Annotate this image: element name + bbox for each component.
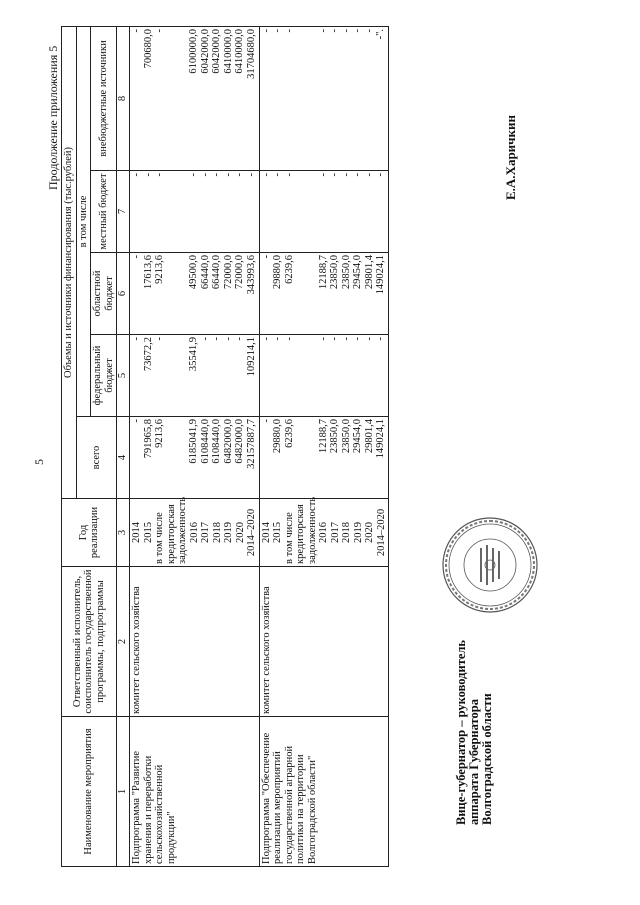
value-cell: -: [329, 28, 340, 33]
value-cell: 31704680,0: [245, 28, 257, 79]
value-cell: 6108440,0: [199, 419, 211, 464]
extrabudget-values: [130, 26, 260, 170]
local-values: [130, 171, 260, 253]
value-cell: 29801,4: [363, 255, 375, 290]
value-cell: 23850,0: [340, 419, 352, 454]
value-cell: -: [363, 337, 375, 341]
year-cell: 2014–2020: [246, 508, 257, 557]
value-cell: -: [131, 28, 142, 33]
financing-table: [61, 26, 389, 867]
seal-stamp: [440, 515, 540, 615]
value-cell: -: [260, 173, 272, 177]
value-cell: -: [234, 173, 245, 177]
value-cell: 29880,0: [272, 419, 283, 454]
value-cell: -: [363, 28, 375, 33]
value-cell: 6042000,0: [211, 28, 222, 74]
column-number: 5: [117, 335, 130, 417]
value-cell: 791965,8: [142, 419, 154, 459]
value-cell: -: [329, 173, 340, 177]
header-extrabudget: внебюджетные источники: [91, 26, 117, 170]
header-regional: областной бюджет: [91, 253, 117, 335]
value-cell: -: [340, 28, 352, 33]
total-values: [259, 417, 389, 499]
value-cell: -: [317, 28, 329, 33]
value-cell: 17613,6: [142, 255, 154, 290]
year-cell: 2014: [260, 522, 272, 543]
value-cell: 12188,7: [317, 255, 329, 290]
value-cell: -: [154, 337, 165, 341]
value-cell: -".: [375, 28, 386, 40]
column-number: 6: [117, 253, 130, 335]
value-cell: -: [272, 28, 283, 33]
value-cell: -: [317, 337, 329, 341]
value-cell: 6410000,0: [234, 28, 245, 74]
page-number: 5: [32, 459, 46, 465]
value-cell: -: [131, 173, 142, 177]
year-cell: 2017: [200, 522, 211, 543]
header-federal: федеральный бюджет: [91, 335, 117, 417]
year-cell: 2015: [142, 522, 154, 543]
subprogram-row: [130, 26, 260, 866]
value-cell: -: [199, 173, 211, 177]
regional-values: [130, 253, 260, 335]
value-cell: -: [131, 255, 142, 259]
value-cell: 343993,6: [245, 255, 257, 295]
value-cell: -: [222, 337, 234, 341]
signatory-name: Е.А.Харичкин: [503, 115, 518, 200]
value-cell: 73672,2: [142, 337, 154, 372]
value-cell: -: [260, 255, 272, 259]
value-cell: 6410000,0: [222, 28, 234, 74]
federal-values: [259, 335, 389, 417]
value-cell: -: [317, 173, 329, 177]
column-number: 4: [117, 417, 130, 499]
signature-block: [455, 640, 494, 825]
value-cell: -: [283, 337, 295, 341]
continuation-label: Продолжение приложения 5: [46, 45, 60, 190]
column-number: 2: [117, 567, 130, 717]
subprogram-row: [259, 26, 389, 866]
column-numbers-row: [117, 26, 130, 866]
value-cell: 29454,0: [352, 419, 363, 454]
year-cell: 2015: [272, 522, 283, 543]
value-cell: 23850,0: [340, 255, 352, 290]
value-cell: -: [352, 28, 363, 33]
value-cell: 66440,0: [199, 255, 211, 290]
extrabudget-values: [259, 26, 389, 170]
value-cell: 149024,1: [375, 419, 386, 459]
value-cell: -: [211, 337, 222, 341]
header-financing-group: Объемы и источники финансирования (тыс.рублей): [62, 26, 77, 498]
value-cell: -: [131, 419, 142, 423]
value-cell: 6239,6: [283, 255, 295, 284]
federal-values: [130, 335, 260, 417]
column-number: 8: [117, 26, 130, 170]
value-cell: -: [375, 173, 386, 177]
value-cell: 35541,9: [188, 337, 199, 372]
year-cell: 2017: [329, 522, 341, 543]
value-cell: 6482000,0: [222, 419, 234, 464]
value-cell: 29880,0: [272, 255, 283, 290]
value-cell: -: [283, 173, 295, 177]
value-cell: 700680,0: [142, 28, 154, 69]
header-including: в том числе: [76, 26, 91, 416]
header-local: местный бюджет: [91, 171, 117, 253]
executor-name: комитет сельского хозяйства: [259, 567, 389, 717]
year-cell: 2014: [131, 522, 142, 543]
year-cell: 2018: [211, 522, 223, 543]
value-cell: -: [131, 337, 142, 341]
year-cell: 2016: [188, 522, 200, 543]
value-cell: -: [340, 337, 352, 341]
value-cell: 6042000,0: [199, 28, 211, 74]
value-cell: 66440,0: [211, 255, 222, 290]
value-cell: 29454,0: [352, 255, 363, 290]
value-cell: -: [283, 28, 295, 33]
column-number: 1: [117, 717, 130, 867]
regional-values: [259, 253, 389, 335]
year-cell: 2014–2020: [375, 508, 387, 557]
value-cell: 6239,6: [283, 419, 295, 448]
value-cell: 6185041,9: [188, 419, 199, 464]
value-cell: -: [245, 173, 257, 177]
year-cell: 2018: [341, 522, 352, 543]
year-cell: 2020: [364, 522, 375, 543]
value-cell: -: [211, 173, 222, 177]
header-year: Год реализации: [62, 499, 117, 567]
total-values: [130, 417, 260, 499]
year-cell: в том числе кредиторская задолженность: [154, 496, 188, 564]
value-cell: 32157887,7: [245, 419, 257, 469]
value-cell: 6108440,0: [211, 419, 222, 464]
value-cell: -: [222, 173, 234, 177]
header-executor: Ответственный исполнитель, соисполнитель государственной программы, подпрограммы: [62, 567, 117, 717]
value-cell: -: [234, 337, 245, 341]
column-number: 7: [117, 171, 130, 253]
year-cell: 2016: [318, 522, 329, 543]
value-cell: 72000,0: [234, 255, 245, 290]
value-cell: -: [260, 28, 272, 33]
value-cell: 6482000,0: [234, 419, 245, 464]
value-cell: -: [188, 173, 199, 177]
value-cell: -: [154, 173, 165, 177]
signature-title-line: Волгоградской области: [480, 693, 494, 825]
signature-title-line: Вице-губернатор – руководитель: [454, 639, 468, 825]
value-cell: -: [352, 173, 363, 177]
value-cell: -: [272, 337, 283, 341]
header-total: всего: [76, 417, 117, 499]
value-cell: 12188,7: [317, 419, 329, 454]
value-cell: 23850,0: [329, 419, 340, 454]
year-cell: в том числе кредиторская задолженность: [283, 496, 318, 564]
executor-name: комитет сельского хозяйства: [130, 567, 260, 717]
value-cell: -: [329, 337, 340, 341]
header-measure-name: Наименование мероприятия: [62, 717, 117, 867]
value-cell: 23850,0: [329, 255, 340, 290]
value-cell: 72000,0: [222, 255, 234, 290]
value-cell: 9213,6: [154, 255, 165, 284]
value-cell: -: [363, 173, 375, 177]
year-cell: 2019: [352, 522, 364, 543]
value-cell: -: [260, 337, 272, 341]
local-values: [259, 171, 389, 253]
value-cell: -: [142, 173, 154, 177]
year-list: [130, 496, 260, 567]
value-cell: -: [199, 337, 211, 341]
value-cell: -: [272, 173, 283, 177]
year-cell: 2020: [234, 522, 246, 543]
value-cell: -: [340, 173, 352, 177]
year-list: [259, 496, 389, 567]
value-cell: 29801,4: [363, 419, 375, 454]
signature-title-line: аппарата Губернатора: [467, 699, 481, 825]
value-cell: 149024,1: [375, 255, 386, 295]
value-cell: 6100000,0: [188, 28, 199, 74]
value-cell: -: [154, 28, 165, 33]
subprogram-name: Подпрограмма "Обеспечение реализации мероприятий государственной аграрной политики на территории Волгоградской области": [259, 717, 389, 867]
value-cell: 109214,1: [245, 337, 257, 377]
year-cell: 2019: [223, 522, 234, 543]
value-cell: -: [352, 337, 363, 341]
value-cell: 49500,0: [188, 255, 199, 290]
subprogram-name: Подпрограмма "Развитие хранения и переработки сельскохозяйственной продукции": [130, 717, 260, 867]
value-cell: -: [260, 419, 272, 423]
value-cell: 9213,6: [154, 419, 165, 448]
value-cell: -: [375, 337, 386, 341]
column-number: 3: [117, 499, 130, 567]
